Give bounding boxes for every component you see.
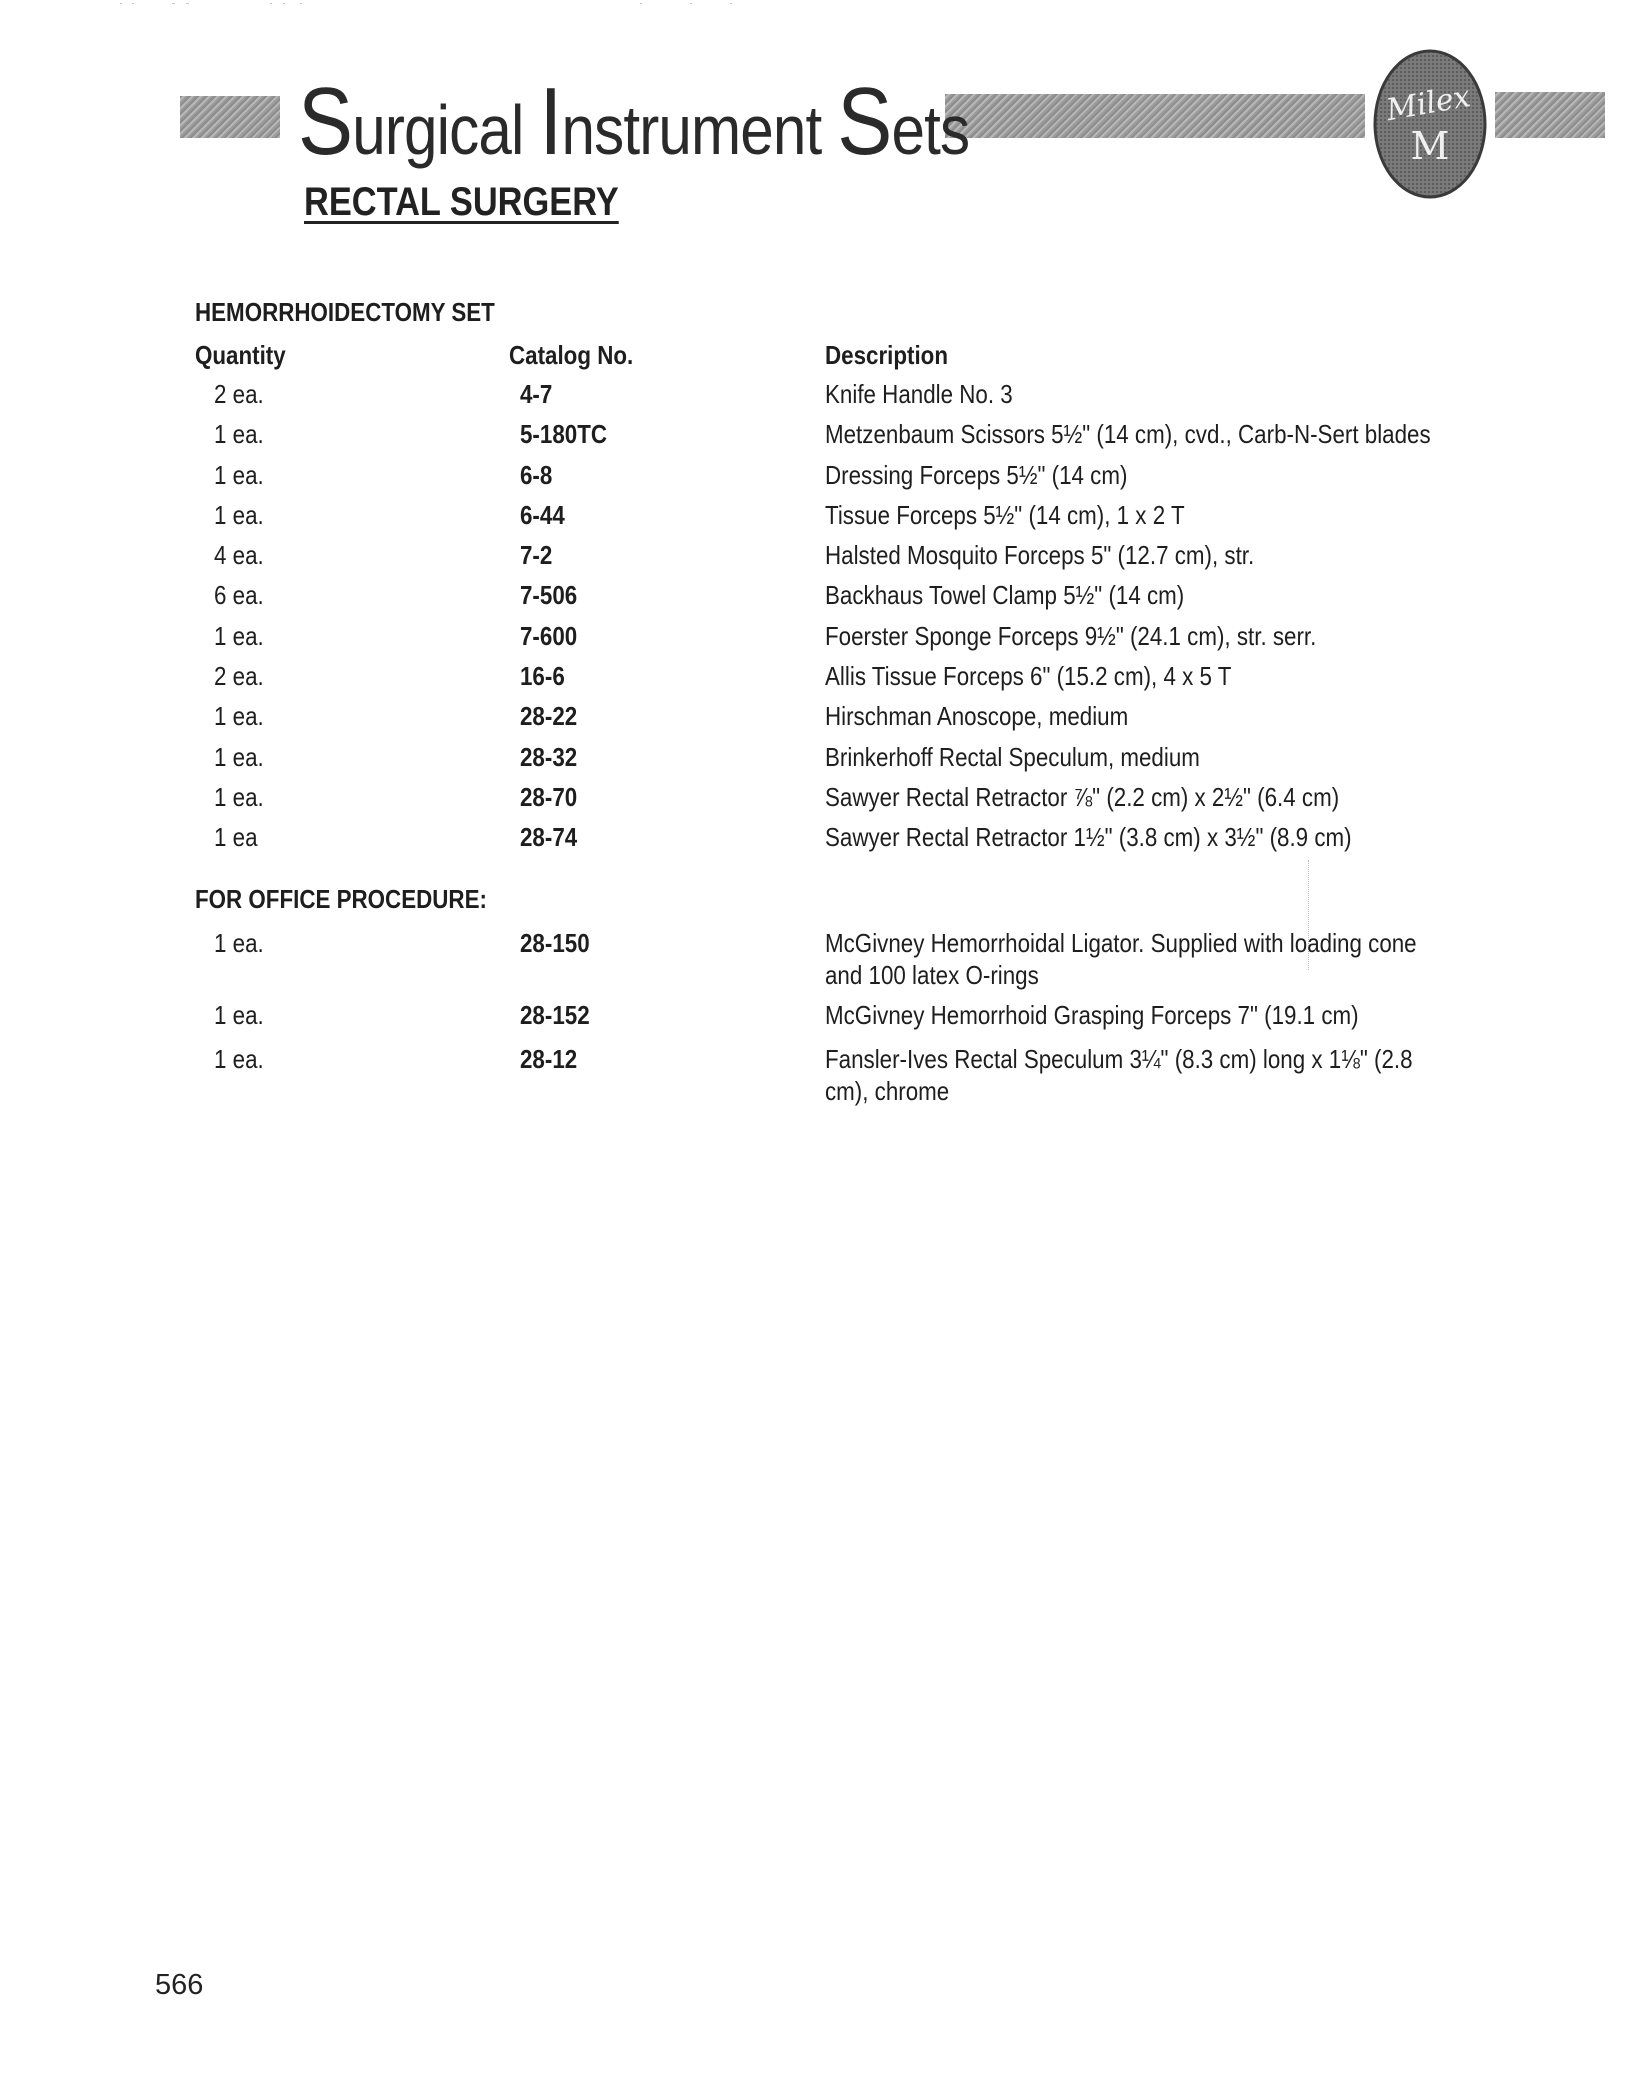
catalog-cell: 7-2 [520,540,553,571]
table-row [0,660,1650,700]
table-row [0,781,1650,821]
table-row [0,378,1650,418]
table-row [0,620,1650,660]
catalog-cell: 28-22 [520,701,578,732]
set-title: HEMORRHOIDECTOMY SET [195,297,495,327]
instrument-list [0,378,1650,862]
catalog-cell: 6-8 [520,459,553,490]
quantity-cell: 2 ea. [214,661,264,692]
table-row [0,579,1650,619]
scan-artifacts [0,0,1650,30]
column-header-quantity: Quantity [195,340,286,370]
svg-text:Milex: Milex [1383,79,1474,129]
quantity-cell: 2 ea. [214,379,264,409]
table-row [0,539,1650,579]
quantity-cell: 1 ea. [214,781,264,812]
page-title: Surgical Instrument Sets [298,68,970,175]
milex-logo [1372,47,1488,201]
catalog-cell: 28-12 [520,1044,578,1074]
header-bar-middle [945,94,1365,138]
quantity-cell: 1 ea. [214,459,264,490]
description-cell: Sawyer Rectal Retractor ⅞" (2.2 cm) x 2½" (6.4 cm) [825,781,1340,812]
quantity-cell: 1 ea. [214,499,264,530]
table-row [0,927,1650,999]
header-bar-left [180,96,280,138]
description-cell: Tissue Forceps 5½" (14 cm), 1 x 2 T [825,499,1185,530]
description-cell: Foerster Sponge Forceps 9½" (24.1 cm), str. serr. [825,620,1317,651]
catalog-cell: 28-32 [520,741,578,772]
description-cell: Dressing Forceps 5½" (14 cm) [825,459,1128,490]
table-row [0,499,1650,539]
quantity-cell: 1 ea. [214,928,264,958]
catalog-cell: 16-6 [520,661,565,692]
description-cell: Sawyer Rectal Retractor 1½" (3.8 cm) x 3½" (8.9 cm) [825,822,1352,853]
description-cell: Halsted Mosquito Forceps 5" (12.7 cm), str. [825,540,1255,571]
catalog-cell: 6-44 [520,499,565,530]
header-band [180,68,1620,184]
quantity-cell: 1 ea. [214,419,264,450]
description-cell: Hirschman Anoscope, medium [825,701,1129,732]
catalog-cell: 28-150 [520,928,590,958]
table-row [0,459,1650,499]
catalog-cell: 5-180TC [520,419,607,450]
description-cell: Allis Tissue Forceps 6" (15.2 cm), 4 x 5 T [825,661,1232,692]
office-instrument-list [0,927,1650,1115]
svg-text:M: M [1410,124,1450,168]
quantity-cell: 6 ea. [214,580,264,611]
description-cell: McGivney Hemorrhoidal Ligator. Supplied with loading cone and 100 latex O-rings [825,928,1417,990]
catalog-cell: 28-70 [520,781,578,812]
catalog-cell: 28-74 [520,822,578,853]
section-heading: RECTAL SURGERY [304,180,619,224]
catalog-cell: 7-600 [520,620,578,651]
quantity-cell: 1 ea. [214,701,264,732]
description-cell: Knife Handle No. 3 [825,379,1013,409]
column-header-catalog: Catalog No. [509,340,634,370]
quantity-cell: 1 ea [214,822,258,853]
description-cell: Backhaus Towel Clamp 5½" (14 cm) [825,580,1185,611]
description-cell: Metzenbaum Scissors 5½" (14 cm), cvd., Carb-N-Sert blades [825,419,1431,450]
description-cell: Brinkerhoff Rectal Speculum, medium [825,741,1200,772]
table-row [0,821,1650,861]
column-header-description: Description [825,340,949,370]
catalog-cell: 28-152 [520,1000,590,1030]
description-cell: McGivney Hemorrhoid Grasping Forceps 7" (19.1 cm) [825,1000,1359,1030]
catalog-cell: 7-506 [520,580,578,611]
quantity-cell: 1 ea. [214,741,264,772]
table-row [0,700,1650,740]
quantity-cell: 4 ea. [214,540,264,571]
description-cell: Fansler-Ives Rectal Speculum 3¼" (8.3 cm) long x 1⅛" (2.8 cm), chrome [825,1044,1413,1106]
office-procedure-title: FOR OFFICE PROCEDURE: [195,884,487,914]
quantity-cell: 1 ea. [214,1044,264,1074]
header-bar-right [1495,92,1605,138]
quantity-cell: 1 ea. [214,1000,264,1030]
table-row [0,741,1650,781]
catalog-cell: 4-7 [520,379,553,409]
quantity-cell: 1 ea. [214,620,264,651]
page-number: 566 [155,1969,204,2001]
table-row [0,999,1650,1043]
table-row [0,418,1650,458]
table-row [0,1043,1650,1115]
